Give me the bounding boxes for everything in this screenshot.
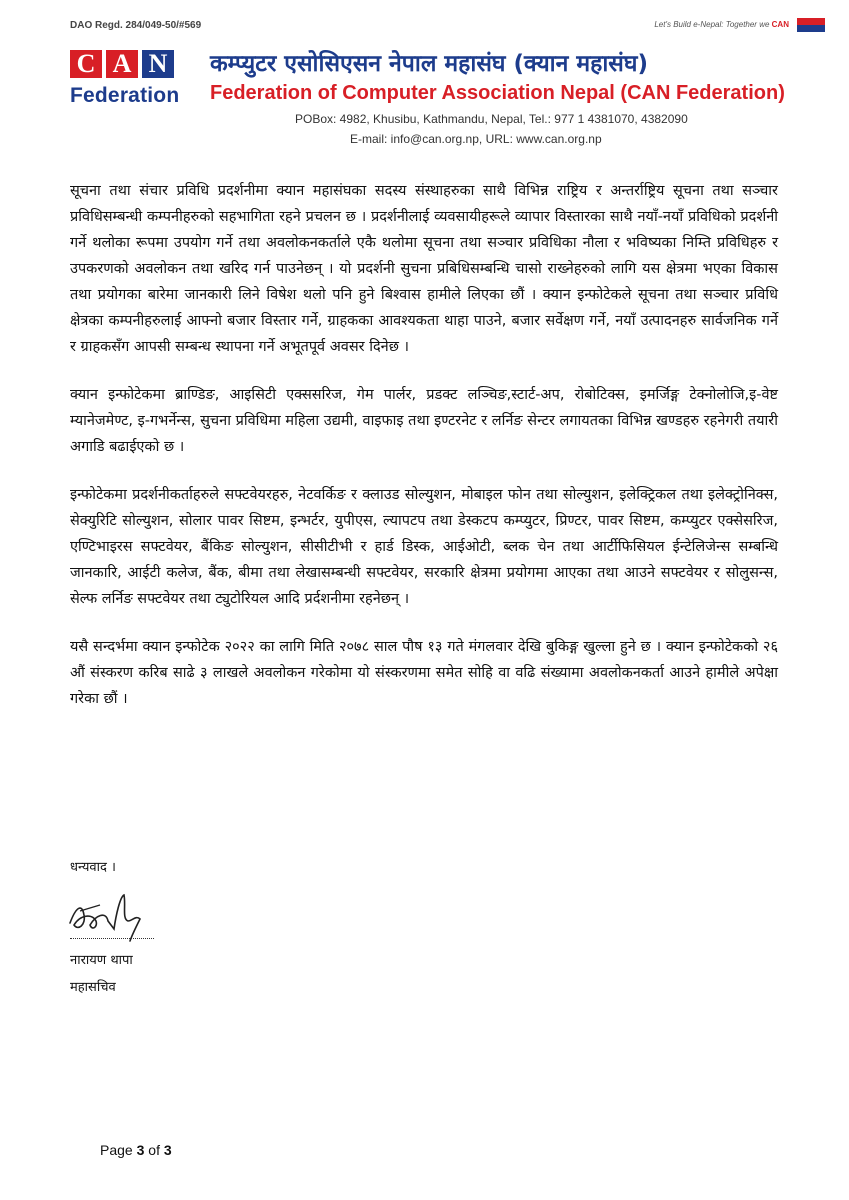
- signer-title: महासचिव: [70, 980, 116, 995]
- can-federation-logo: [70, 50, 188, 116]
- org-name-nepali: कम्प्युटर एसोसिएसन नेपाल महासंघ (क्यान महासंघ): [210, 51, 648, 77]
- flag-stripes-icon: [797, 18, 825, 32]
- letter-body: [70, 178, 778, 734]
- signature-icon: [62, 885, 162, 945]
- page-total: 3: [163, 1142, 172, 1158]
- tagline: [654, 20, 789, 29]
- paragraph: इन्फोटेकमा प्रदर्शनीकर्ताहरुले सफ्टवेयरहरु, नेटवर्किङ र क्लाउड सोल्युशन, मोबाइल फोन तथा सोल्युशन, इलेक्ट्रिकल तथा इलेक्ट्रोनिक्स, सेक्युरिटि सोल्युशन, सोलार पावर सिष्टम, इन्भर्टर, युपीएस, ल्यापटप तथा डेस्कटप कम्प्युटर, प्रिण्टर, पावर सिष्टम, कम्प्युटर एक्सेसरिज, एण्टिभाइरस सफ्टवेयर, बैंकिङ सोल्युशन, सीसीटीभी र हार्ड डिस्क, आईओटी, ब्लक चेन तथा आर्टीफिसियल ईन्टेलिजेन्स सम्बन्धि जानकारि, आईटी कलेज, बैंक, बीमा तथा लेखासम्बन्धी सफ्टवेयर, सरकारि क्षेत्रमा प्रयोगमा आएका तथा आउने सफ्टवेयर र सोलुसन्स, सेल्फ लर्निङ सफ्टवेयर तथा ट्युटोरियल आदि प्रर्दशनीमा रहनेछन् ।: [70, 487, 778, 607]
- signer-name: नारायण थापा: [70, 953, 133, 968]
- page-prefix: Page: [100, 1142, 133, 1158]
- page-current: 3: [136, 1142, 145, 1158]
- signature-line: [70, 938, 154, 939]
- logo-word: Federation: [70, 84, 180, 107]
- logo-letter-n: N: [142, 50, 174, 78]
- org-name-english: Federation of Computer Association Nepal (CAN Federation): [210, 82, 785, 104]
- page-of: of: [148, 1142, 160, 1158]
- page-number: [100, 1142, 172, 1158]
- tagline-text: Let's Build e-Nepal: Together we: [654, 20, 770, 29]
- paragraph: यसै सन्दर्भमा क्यान इन्फोटेक २०२२ का लागि मिति २०७८ साल पौष १३ गते मंगलवार देखि बुकिङ्ग खुल्ला हुने छ । क्यान इन्फोटेकको २६ औं संस्करण करिब साढे ३ लाखले अवलोकन गरेकोमा यो संस्करणमा समेत सोहि वा वढि संख्यामा अवलोकनकर्ता आउने हामीले अपेक्षा गरेका छौं ।: [70, 639, 778, 707]
- org-address: POBox: 4982, Khusibu, Kathmandu, Nepal, Tel.: 977 1 4381070, 4382090: [295, 112, 688, 126]
- logo-letter-c: C: [70, 50, 102, 78]
- paragraph: क्यान इन्फोटेकमा ब्राण्डिङ, आइसिटी एक्ससरिज, गेम पार्लर, प्रडक्ट लञ्चिङ,स्टार्ट-अप, रोबोटिक्स, इमर्जिङ्ग टेक्नोलोजि,इ-वेष्ट म्यानेजमेण्ट, इ-गभर्नेन्स, सुचना प्रविधिमा महिला उद्यमी, वाइफाइ तथा इण्टरनेट र लर्निङ सेन्टर लगायतका विभिन्न खण्डहरु रहनेगरी तयारी अगाडि बढाईएको छ ।: [70, 387, 778, 455]
- org-contact: E-mail: info@can.org.np, URL: www.can.org.np: [350, 132, 602, 146]
- logo-letter-a: A: [106, 50, 138, 78]
- registration-number: DAO Regd. 284/049-50/#569: [70, 20, 202, 31]
- closing-thanks: धन्यवाद ।: [70, 860, 116, 875]
- paragraph: सूचना तथा संचार प्रविधि प्रदर्शनीमा क्यान महासंघका सदस्य संस्थाहरुका साथै विभिन्न राष्ट्रिय र अन्तर्राष्ट्रिय सूचना तथा सञ्चार प्रविधिसम्बन्धी कम्पनीहरुको सहभागिता रहने प्रचलन छ । प्रदर्शनीलाई व्यवसायीहरूले व्यापार विस्तारका साथै नयाँ-नयाँ प्रविधिको प्रदर्शनी गर्ने थलोका रूपमा उपयोग गर्ने तथा अवलोकनकर्ताले एकै थलोमा सूचना तथा सञ्चार प्रविधिका नौला र भविष्यका निम्ति प्रविधिहरु र उपकरणको अवलोकन तथा खरिद गर्न पाउनेछन् । यो प्रदर्शनी सुचना प्रबिधिसम्बन्धि चासो राख्नेहरुको लागि यस क्षेत्रमा भएका विकास तथा प्रयोगका बारेमा जानकारी लिने विषेश थलो पनि हुने बिश्वास हामीले लिएका छौं । क्यान इन्फोटेकले सूचना तथा सञ्चार प्रविधि क्षेत्रका कम्पनीहरुलाई आफ्नो बजार विस्तार गर्ने, ग्राहकका आवश्यकता थाहा पाउने, बजार सर्वेक्षण गर्ने, नयाँ उत्पादनहरु सार्वजनिक गर्ने र ग्राहकसँग आपसी सम्बन्ध स्थापना गर्ने अभूतपूर्व अवसर दिनेछ ।: [70, 183, 778, 355]
- tagline-brand: CAN: [771, 20, 789, 29]
